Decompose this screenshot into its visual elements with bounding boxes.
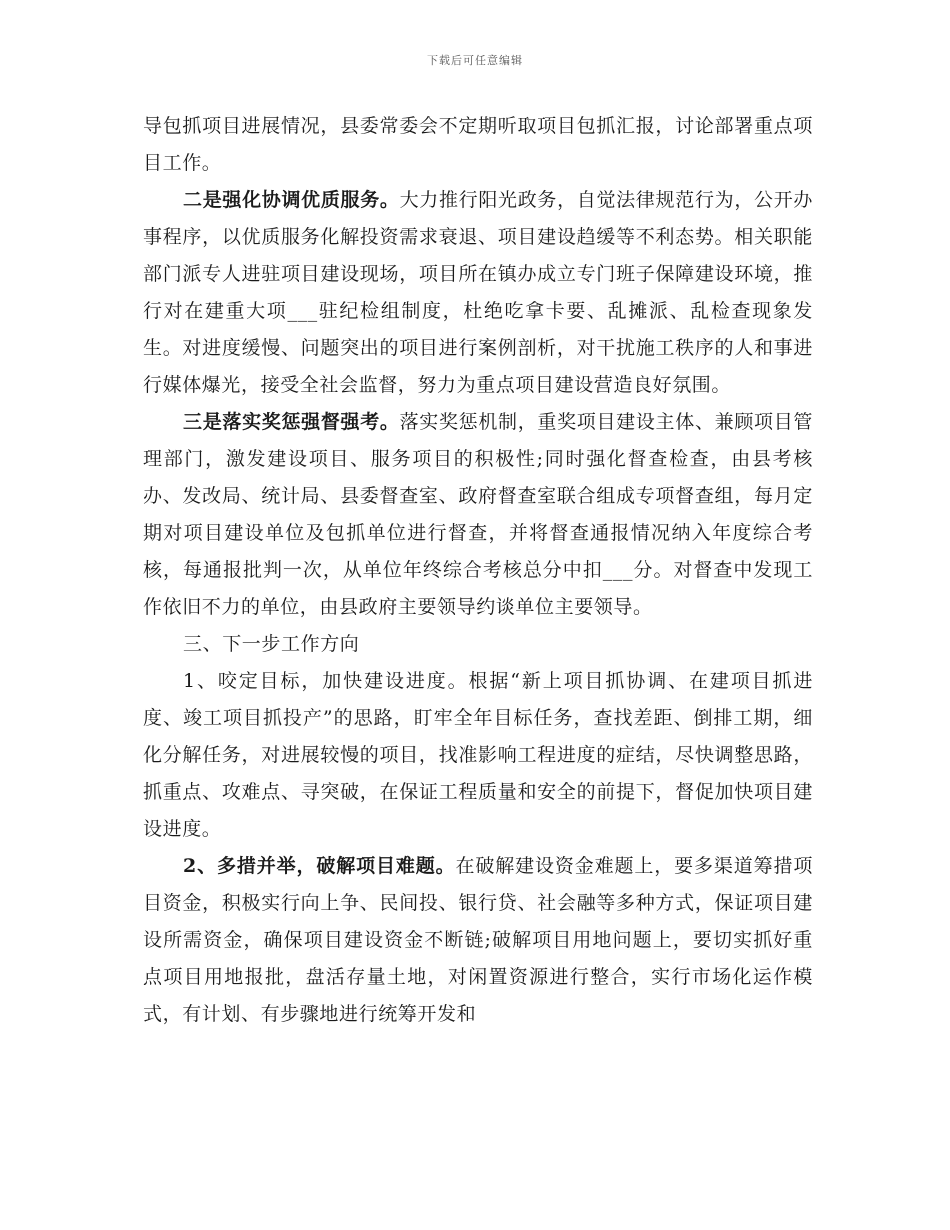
- paragraph-text: 大力推行阳光政务，自觉法律规范行为，公开办事程序，以优质服务化解投资需求衰退、项目建设趋缓等不利态势。相关职能部门派专人进驻项目建设现场，项目所在镇办成立专门班子保障建设环境，推行对在建重大项___驻纪检组制度，杜绝吃拿卡要、乱摊派、乱检查现象发生。对进度缓慢、问题突出的项目进行案例剖析，对干扰施工秩序的人和事进行媒体爆光，接受全社会监督，努力为重点项目建设营造良好氛围。: [143, 189, 813, 396]
- paragraph-text: 1、咬定目标，加快建设进度。根据“新上项目抓协调、在建项目抓进度、竣工项目抓投产”的思路，盯牢全年目标任务，查找差距、倒排工期，细化分解任务，对进展较慢的项目，找准影响工程进度的症结，尽快调整思路，抓重点、攻难点、寻突破，在保证工程质量和安全的前提下，督促加快项目建设进度。: [143, 670, 813, 840]
- paragraph-lead: 三是落实奖惩强督强考。: [183, 411, 400, 433]
- paragraph-2: [143, 182, 813, 404]
- paragraph-1: [143, 108, 813, 182]
- document-body: [143, 108, 813, 1033]
- paragraph-5: [143, 848, 813, 1033]
- section-heading-text: 三、下一步工作方向: [183, 633, 360, 655]
- paragraph-text: 在破解建设资金难题上，要多渠道筹措项目资金，积极实行向上争、民间投、银行贷、社会融等多种方式，保证项目建设所需资金，确保项目建设资金不断链;破解项目用地问题上，要切实抓好重点项目用地报批，盘活存量土地，对闲置资源进行整合，实行市场化运作模式，有计划、有步骤地进行统筹开发和: [143, 855, 813, 1025]
- page-header: 下载后可任意编辑: [427, 54, 523, 67]
- paragraph-3: [143, 404, 813, 626]
- paragraph-text: 落实奖惩机制，重奖项目建设主体、兼顾项目管理部门，激发建设项目、服务项目的积极性;同时强化督查检查，由县考核办、发改局、统计局、县委督查室、政府督查室联合组成专项督查组，每月定期对项目建设单位及包抓单位进行督查，并将督查通报情况纳入年度综合考核，每通报批判一次，从单位年终综合考核总分中扣___分。对督查中发现工作依旧不力的单位，由县政府主要领导约谈单位主要领导。: [143, 411, 813, 618]
- paragraph-4: [143, 663, 813, 848]
- paragraph-text: 导包抓项目进展情况，县委常委会不定期听取项目包抓汇报，讨论部署重点项目工作。: [143, 115, 813, 174]
- paragraph-lead: 2、多措并举，破解项目难题。: [183, 855, 456, 877]
- section-heading: [143, 626, 813, 663]
- paragraph-lead: 二是强化协调优质服务。: [183, 189, 400, 211]
